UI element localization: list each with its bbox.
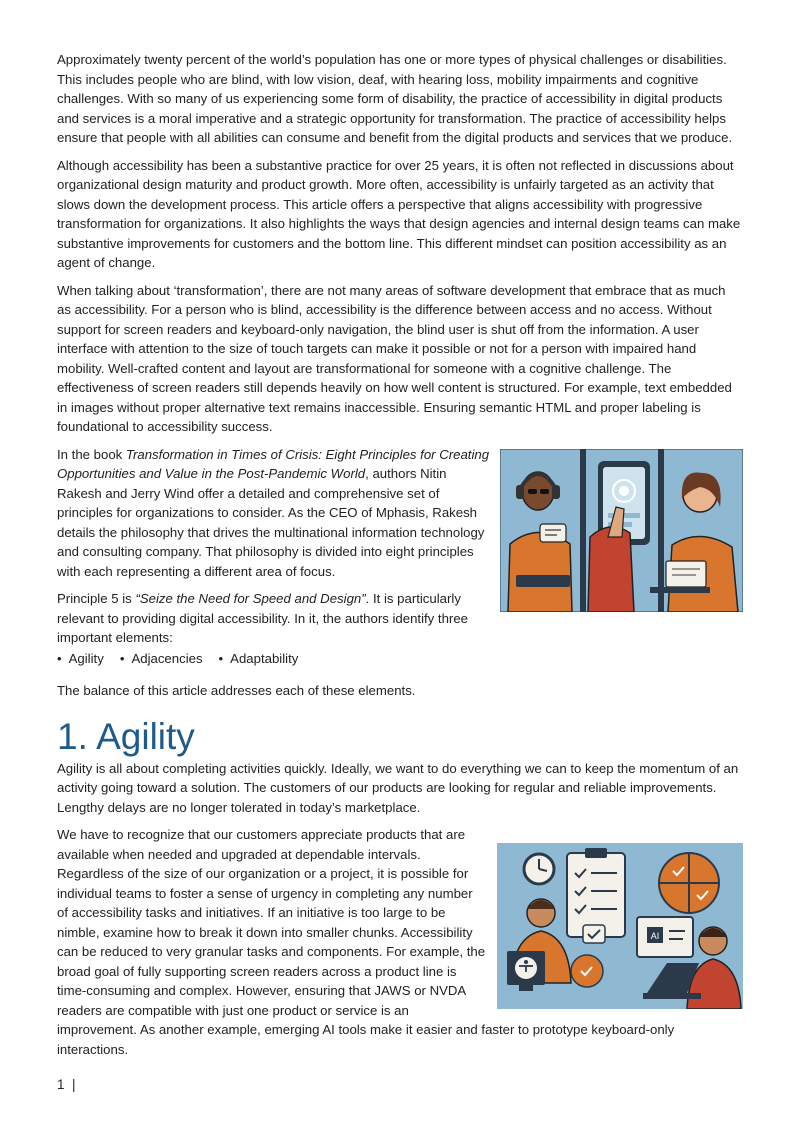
principle-description-text: . It is particularly relevant to providing digital accessibility. In it, the authors identify three important elements: — [57, 591, 468, 645]
urgency-paragraph: We have to recognize that our customers appreciate products that are available when needed and upgraded at dependable intervals. Regardless of the size of our organization or a project, it is possible for individual teams to foster a sense of urgency in completing any number of accessibility tasks and initiatives. If an initiative is too large to be nimble, examine how to break it down into smaller chunks. Accessibility can be reduced to very granular tasks and components. For example, the broad goal of fully supporting screen readers across a product line is time-consuming and complex. However, ensuring that JAWS or NVDA readers are compatible with just one product or service is an improvement. As another example, emerging AI tools make it easier and faster to prototype keyboard-only interactions. — [57, 827, 675, 1057]
accessibility-illustration — [500, 449, 743, 612]
principle-intro-text: Principle 5 is — [57, 591, 136, 606]
agility-paragraph: Agility is all about completing activities quickly. Ideally, we want to do everything we can to keep the momentum of an activity going toward a solution. The customers of our products are looking for regular and reliable improvements. Lengthy delays are no longer tolerated in today’s marketplace. — [57, 760, 739, 815]
ai-badge-text: AI — [650, 931, 660, 941]
page-number: 1 — [57, 1077, 65, 1092]
book-intro-text: In the book — [57, 446, 126, 462]
footer-separator: | — [72, 1077, 76, 1092]
principle-quote: “Seize the Need for Speed and Design” — [135, 591, 366, 606]
page-content — [57, 50, 743, 1067]
list-item: • Adjacencies — [120, 649, 203, 669]
list-item: • Agility — [57, 649, 104, 669]
intro-paragraph: Approximately twenty percent of the world’s population has one or more types of physical challenges or disabilities. This includes people who are blind, with low vision, deaf, with hearing loss, mobility impairments and cognitive challenges. With so many of us experiencing some form of disability, the practice of accessibility in digital products and services is a moral imperative and a strategic opportunity for transformation. The practice of accessibility helps ensure that people with all abilities can consume and benefit from the digital products and services that we produce. — [57, 52, 733, 145]
balance-paragraph: The balance of this article addresses each of these elements. — [57, 683, 416, 698]
transformation-paragraph: When talking about ‘transformation’, there are not many areas of software development that embrace that as much as accessibility. For a person who is blind, accessibility is the difference between access and no access. Without support for screen readers and keyboard-only navigation, the blind user is shut off from the information. A user interface with attention to the size of touch targets can make it possible or not for a person with impaired hand mobility. Well-crafted content and layout are transformational for someone with a cognitive challenge. The effectiveness of screen readers still depends heavily on how well content is structured. For example, text embedded in images without proper alternative text remains inaccessible. Ensuring semantic HTML and proper labeling is foundational to accessibility success. — [57, 282, 732, 434]
maturity-paragraph: Although accessibility has been a substantive practice for over 25 years, it is often not reflected in discussions about organizational design maturity and product growth. More often, accessibility is unfairly targeted as an activity that slows down the development process. This article offers a perspective that aligns accessibility with progressive transformation for organizations. It also highlights the ways that design agencies and internal design teams can make substantive improvements for customers and the bottom line. This different mindset can position accessibility as an agent of change. — [57, 157, 741, 270]
agility-illustration-svg — [497, 843, 743, 1009]
book-description-text: , authors Nitin Rakesh and Jerry Wind offer a detailed and comprehensive set of principles for organizations to consider. As the CEO of Mphasis, Rakesh details the philosophy that drives the multinational information technology and consulting company. That philosophy is divided into eight principles with each representing a different area of focus. — [57, 466, 485, 579]
accessibility-illustration-svg — [500, 449, 743, 612]
book-title: Transformation in Times of Crisis: Eight Principles for Creating Opportunities and Value in the Post-Pandemic World — [57, 446, 490, 481]
list-item: • Adaptability — [219, 649, 299, 669]
section-heading-agility: 1. Agility — [57, 715, 195, 757]
page-footer — [57, 1077, 76, 1092]
agility-illustration — [497, 843, 743, 1009]
elements-list — [57, 649, 743, 669]
